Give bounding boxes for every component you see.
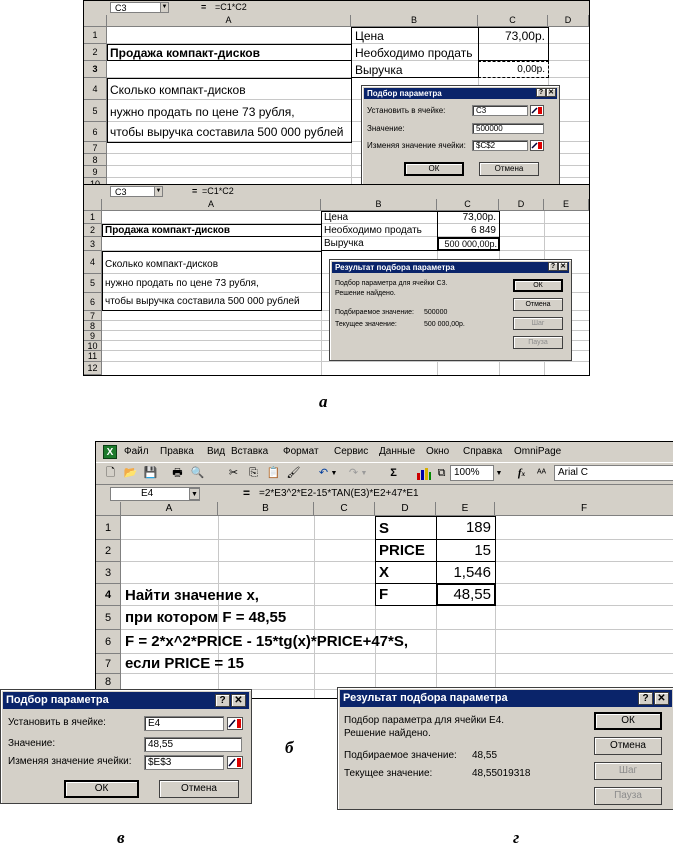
zoom-value: 100% xyxy=(454,467,480,478)
print-icon[interactable]: 🖶 xyxy=(172,467,183,479)
dialog-title-bar xyxy=(340,690,672,707)
set-cell-label: Установить в ячейке: xyxy=(367,106,446,115)
menu-item-view[interactable]: Вид xyxy=(207,446,226,457)
cell-e4[interactable]: 48,55 xyxy=(453,586,491,603)
cell-d4[interactable]: F xyxy=(379,586,389,603)
corner-cell[interactable] xyxy=(84,199,102,211)
column-header-d[interactable]: D xyxy=(375,502,436,516)
copy-icon[interactable]: ⎘ xyxy=(249,467,258,479)
column-header-d[interactable]: D xyxy=(499,199,544,211)
column-header-e[interactable]: E xyxy=(544,199,589,211)
goal-seek-result-dialog-g xyxy=(337,687,673,810)
font-name: Arial C xyxy=(558,467,589,478)
dialog-title-bar xyxy=(364,88,557,99)
result-message: Подбор параметра для ячейки E4. xyxy=(344,715,505,726)
chevron-down-icon[interactable]: ▼ xyxy=(154,186,163,197)
dialog-title-bar xyxy=(3,692,249,709)
zoom-select[interactable] xyxy=(450,465,494,481)
row-header[interactable]: 5 xyxy=(84,274,102,293)
row-header[interactable]: 9 xyxy=(84,166,107,178)
goal-seek-result-dialog xyxy=(329,259,572,361)
help-icon[interactable]: ? xyxy=(638,692,653,705)
help-icon[interactable]: ? xyxy=(536,88,546,97)
current-value-label: Текущее значение: xyxy=(344,768,433,779)
row-header[interactable]: 2 xyxy=(84,224,102,237)
menu-item-omnipage[interactable]: OmniPage xyxy=(514,446,562,457)
target-value: 48,55 xyxy=(472,750,498,761)
chevron-down-icon[interactable]: ▼ xyxy=(189,488,200,500)
changing-cell-label: Изменяя значение ячейки: xyxy=(8,756,132,767)
equals-sign: = xyxy=(243,486,251,500)
corner-cell[interactable] xyxy=(84,15,107,27)
redo-icon[interactable]: ↷ xyxy=(348,467,359,479)
dialog-title: Результат подбора параметра xyxy=(343,692,508,704)
row-header[interactable]: 2 xyxy=(84,44,107,61)
cell-a4[interactable]: Сколько компакт-дисков xyxy=(105,259,219,270)
formula-text[interactable]: =C1*C2 xyxy=(215,2,247,12)
cell-a4[interactable]: Сколько компакт-дисков xyxy=(110,83,246,97)
column-header-a[interactable]: A xyxy=(107,15,351,27)
row-header[interactable]: 11 xyxy=(84,351,102,362)
function-wizard-icon[interactable]: fx xyxy=(517,467,526,479)
row-header[interactable]: 4 xyxy=(84,78,107,100)
formula-bar xyxy=(84,185,589,200)
cancel-button[interactable]: Отмена xyxy=(513,298,563,311)
cell-a2[interactable]: Продажа компакт-дисков xyxy=(105,225,230,236)
column-header-c[interactable]: C xyxy=(314,502,375,516)
cancel-button[interactable]: Отмена xyxy=(159,780,239,798)
column-header-f[interactable]: F xyxy=(495,502,673,516)
cell-a5[interactable]: нужно продать по цене 73 рубля, xyxy=(110,105,295,119)
column-header-a[interactable]: A xyxy=(102,199,321,211)
menu-item-tools[interactable]: Сервис xyxy=(334,446,369,457)
cell-c1[interactable]: 73,00р. xyxy=(504,29,545,43)
chevron-down-icon[interactable]: ▼ xyxy=(330,470,338,477)
row-header[interactable]: 7 xyxy=(84,142,107,154)
formula-bar xyxy=(96,484,673,502)
autosum-icon[interactable]: Σ xyxy=(390,467,397,479)
menu-item-format[interactable]: Формат xyxy=(283,446,319,457)
column-header-a[interactable]: A xyxy=(121,502,218,516)
row-header[interactable]: 8 xyxy=(84,154,107,166)
formula-bar xyxy=(84,1,589,16)
row-header[interactable]: 1 xyxy=(84,27,107,44)
excel-app-icon[interactable]: X xyxy=(103,445,117,459)
excel-window-b xyxy=(95,441,673,699)
figure-caption-g: г xyxy=(513,828,520,847)
row-header[interactable]: 3 xyxy=(84,237,102,251)
row-header[interactable]: 4 xyxy=(96,584,121,606)
table-row-divider xyxy=(375,561,496,562)
goal-seek-dialog-v xyxy=(0,689,252,804)
cell-a6[interactable]: чтобы выручка составила 500 000 рублей xyxy=(110,125,344,139)
menu-item-file[interactable]: Файл xyxy=(124,446,149,457)
menu-item-window[interactable]: Окно xyxy=(426,446,450,457)
menu-bar xyxy=(96,442,673,462)
cell-c3[interactable]: 0,00р. xyxy=(517,64,545,75)
row-header[interactable]: 9 xyxy=(84,331,102,341)
target-value-label: Подбираемое значение: xyxy=(344,750,457,761)
cancel-button[interactable]: Отмена xyxy=(594,737,662,755)
close-icon[interactable]: ✕ xyxy=(546,88,556,97)
menu-item-help[interactable]: Справка xyxy=(463,446,503,457)
row-header[interactable]: 3 xyxy=(84,61,107,78)
spreadsheet-goal-seek-result xyxy=(83,184,590,376)
cell-c1[interactable]: 73,00р. xyxy=(462,212,496,223)
cell-d1[interactable]: S xyxy=(379,520,390,537)
set-cell-field[interactable]: C3 xyxy=(472,105,528,116)
help-icon[interactable]: ? xyxy=(548,262,558,271)
column-header-e[interactable]: E xyxy=(436,502,495,516)
formula-text[interactable]: =2*E3^2*E2-15*TAN(E3)*E2+47*E1 xyxy=(259,488,419,499)
changing-cell-field[interactable]: $E$3 xyxy=(144,755,224,770)
figure-caption-a: а xyxy=(319,392,328,411)
equals-sign: = xyxy=(201,2,207,12)
table-row-divider xyxy=(375,539,496,540)
value-label: Значение: xyxy=(367,124,405,133)
chart-wizard-icon[interactable] xyxy=(414,465,433,482)
spreadsheet-goal-seek-setup xyxy=(83,0,590,189)
dialog-title-bar xyxy=(332,262,569,273)
cell-a2[interactable]: Продажа компакт-дисков xyxy=(110,46,260,60)
text-tool-icon[interactable]: ᴬᴬ xyxy=(536,468,547,479)
cell-b3[interactable]: Выручка xyxy=(324,238,364,249)
print-preview-icon[interactable]: 🔍 xyxy=(190,467,205,479)
step-button[interactable]: Шаг xyxy=(513,317,563,330)
name-box[interactable]: C3 xyxy=(110,186,162,197)
value-field[interactable]: 48,55 xyxy=(144,737,242,752)
changing-cell-field[interactable]: $C$2 xyxy=(472,140,528,151)
result-status: Решение найдено. xyxy=(335,290,396,297)
column-header-b[interactable]: B xyxy=(351,15,478,27)
value-label: Значение: xyxy=(8,738,56,749)
cell-a5[interactable]: нужно продать по цене 73 рубля, xyxy=(105,278,259,289)
row-header[interactable]: 6 xyxy=(84,293,102,311)
chevron-down-icon[interactable]: ▼ xyxy=(160,2,169,13)
close-icon[interactable]: ✕ xyxy=(231,694,246,707)
row-header[interactable]: 1 xyxy=(84,211,102,224)
figure-caption-v: в xyxy=(117,828,125,847)
ok-button[interactable]: ОК xyxy=(594,712,662,730)
undo-icon[interactable]: ↶ xyxy=(318,467,329,479)
cell-c3[interactable]: 500 000,00р. xyxy=(444,239,497,249)
cell-b3[interactable]: Выручка xyxy=(355,63,403,77)
column-header-b[interactable]: B xyxy=(321,199,437,211)
help-icon[interactable]: ? xyxy=(215,694,230,707)
standard-toolbar xyxy=(96,462,673,484)
close-icon[interactable]: ✕ xyxy=(654,692,669,705)
value-field[interactable]: 500000 xyxy=(472,123,544,134)
cancel-button[interactable]: Отмена xyxy=(479,162,539,176)
set-cell-field[interactable]: E4 xyxy=(144,716,224,731)
collapse-dialog-icon[interactable] xyxy=(530,105,544,117)
target-value: 500000 xyxy=(424,309,448,316)
cell-d3[interactable]: X xyxy=(379,564,390,581)
paste-icon[interactable]: 📋 xyxy=(266,467,281,479)
result-message: Подбор параметра для ячейки C3. xyxy=(335,280,448,287)
collapse-dialog-icon[interactable] xyxy=(227,756,241,768)
pause-button[interactable]: Пауза xyxy=(513,336,563,349)
column-header-b[interactable]: B xyxy=(218,502,314,516)
name-box[interactable]: E4 xyxy=(110,487,200,501)
row-header[interactable]: 4 xyxy=(84,251,102,274)
cell-b1[interactable]: Цена xyxy=(355,29,384,43)
font-select[interactable] xyxy=(554,465,673,481)
pause-button[interactable]: Пауза xyxy=(594,787,662,805)
save-icon[interactable]: 💾 xyxy=(143,467,158,479)
row-header[interactable]: 6 xyxy=(84,122,107,142)
menu-item-insert[interactable]: Вставка xyxy=(231,446,269,457)
row-header[interactable]: 12 xyxy=(84,362,102,375)
cell-c2[interactable]: 6 849 xyxy=(470,225,496,236)
name-box[interactable]: C3 xyxy=(110,2,168,13)
cell-b2[interactable]: Необходимо продать xyxy=(355,46,473,60)
current-value-label: Текущее значение: xyxy=(335,321,397,328)
row-header[interactable]: 8 xyxy=(96,674,121,690)
column-header-d[interactable]: D xyxy=(548,15,589,27)
cell-e1[interactable]: 189 xyxy=(465,519,491,536)
chevron-down-icon[interactable]: ▼ xyxy=(360,470,368,477)
cell-a6[interactable]: чтобы выручка составила 500 000 рублей xyxy=(105,296,300,307)
column-header-c[interactable]: C xyxy=(437,199,499,211)
result-status: Решение найдено. xyxy=(344,728,431,739)
set-cell-label: Установить в ячейке: xyxy=(8,717,106,728)
goal-seek-dialog xyxy=(361,85,560,188)
open-folder-icon[interactable]: 📂 xyxy=(123,467,138,479)
row-header[interactable]: 5 xyxy=(96,606,121,630)
row-header[interactable]: 8 xyxy=(84,321,102,331)
cell-b2[interactable]: Необходимо продать xyxy=(324,225,422,236)
menu-item-data[interactable]: Данные xyxy=(379,446,416,457)
cell-a4[interactable]: Найти значение х, xyxy=(125,587,259,604)
cell-e2[interactable]: 15 xyxy=(474,542,491,559)
row-header[interactable]: 1 xyxy=(96,516,121,540)
menu-item-edit[interactable]: Правка xyxy=(160,446,194,457)
close-icon[interactable]: ✕ xyxy=(558,262,568,271)
row-header[interactable]: 7 xyxy=(96,654,121,674)
step-button[interactable]: Шаг xyxy=(594,762,662,780)
format-painter-icon[interactable]: 🖌 xyxy=(286,467,301,479)
cell-d2[interactable]: PRICE xyxy=(379,542,425,559)
target-value-label: Подбираемое значение: xyxy=(335,309,414,316)
dialog-title: Подбор параметра xyxy=(367,89,442,98)
dialog-title: Подбор параметра xyxy=(6,694,109,706)
cell-a5[interactable]: при котором F = 48,55 xyxy=(125,609,287,626)
equals-sign: = xyxy=(192,186,198,196)
new-document-icon[interactable]: 🗋 xyxy=(106,467,115,479)
cell-a7[interactable]: если PRICE = 15 xyxy=(125,655,245,672)
corner-cell[interactable] xyxy=(96,502,121,516)
current-value: 500 000,00р. xyxy=(424,321,465,328)
row-header[interactable]: 2 xyxy=(96,540,121,562)
column-header-c[interactable]: C xyxy=(478,15,548,27)
drawing-icon[interactable]: ⧉ xyxy=(437,467,446,479)
formula-text[interactable]: =C1*C2 xyxy=(202,186,234,196)
row-header[interactable]: 7 xyxy=(84,311,102,321)
cell-b1[interactable]: Цена xyxy=(324,212,349,223)
row-header[interactable]: 10 xyxy=(84,341,102,351)
cut-icon[interactable]: ✂ xyxy=(228,467,239,479)
row-header[interactable]: 5 xyxy=(84,100,107,122)
row-header[interactable]: 3 xyxy=(96,562,121,584)
ok-button[interactable]: ОК xyxy=(404,162,464,176)
collapse-dialog-icon[interactable] xyxy=(227,717,241,729)
current-value: 48,55019318 xyxy=(472,768,531,779)
cell-e3[interactable]: 1,546 xyxy=(453,564,491,581)
row-header[interactable]: 6 xyxy=(96,630,121,654)
chevron-down-icon[interactable]: ▼ xyxy=(495,470,503,477)
ok-button[interactable]: ОК xyxy=(513,279,563,292)
cell-a6[interactable]: F = 2*x^2*PRICE - 15*tg(x)*PRICE+47*S, xyxy=(125,633,409,650)
figure-caption-b: б xyxy=(285,738,294,757)
dialog-title: Результат подбора параметра xyxy=(335,263,455,272)
changing-cell-label: Изменяя значение ячейки: xyxy=(367,141,466,150)
ok-button[interactable]: ОК xyxy=(64,780,139,798)
collapse-dialog-icon[interactable] xyxy=(530,140,544,152)
